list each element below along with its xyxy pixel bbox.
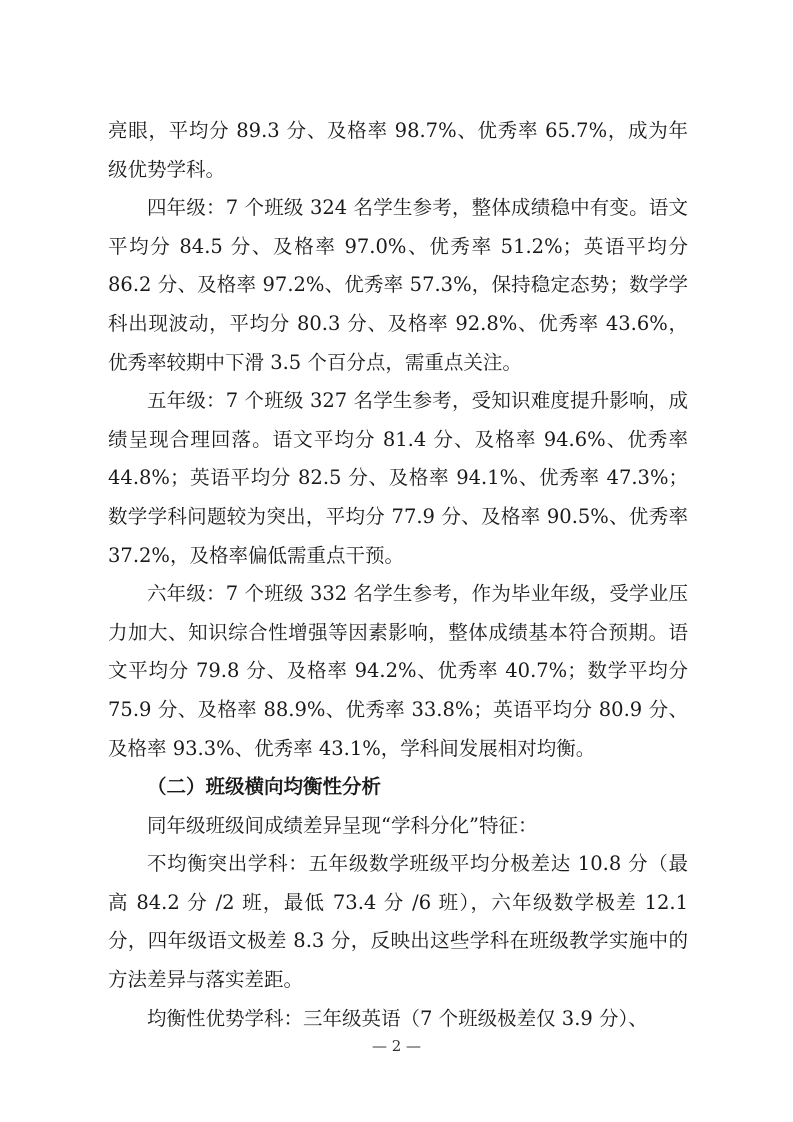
paragraph-grade3-tail: 亮眼，平均分 89.3 分、及格率 98.7%、优秀率 65.7%，成为年级优势学科。	[108, 119, 688, 181]
paragraph-unbalanced-subjects: 不均衡突出学科：五年级数学班级平均分极差达 10.8 分（最高 84.2 分 /2 班，最低 73.4 分 /6 班），六年级数学极差 12.1 分，四年级语文极差 8.3 分，反映出这些学科在班级教学实施中的方法差异与落实差距。	[108, 852, 688, 992]
paragraph-class-differences: 同年级班级间成绩差异呈现“学科分化”特征：	[147, 813, 538, 837]
paragraph-grade6: 六年级：7 个班级 332 名学生参考，作为毕业年级，受学业压力加大、知识综合性增强等因素影响，整体成绩基本符合预期。语文平均分 79.8 分、及格率 94.2%、优秀率 40.7%；数学平均分 75.9 分、及格率 88.9%、优秀率 33.8%；英语平均分 80.9 分、及格率 93.3%、优秀率 43.1%，学科间发展相对均衡。	[108, 582, 688, 760]
paragraph-grade4: 四年级：7 个班级 324 名学生参考，整体成绩稳中有变。语文平均分 84.5 分、及格率 97.0%、优秀率 51.2%；英语平均分 86.2 分、及格率 97.2%、优秀率 57.3%，保持稳定态势；数学学科出现波动，平均分 80.3 分、及格率 92.8%、优秀率 43.6%，优秀率较期中下滑 3.5 个百分点，需重点关注。	[108, 196, 688, 374]
document-body	[108, 112, 688, 1038]
section-heading: （二）班级横向均衡性分析	[147, 775, 382, 799]
page-number: — 2 —	[371, 1037, 422, 1055]
paragraph-balanced-subjects: 均衡性优势学科：三年级英语（7 个班级极差仅 3.9 分）、	[147, 1006, 648, 1030]
paragraph-grade5: 五年级：7 个班级 327 名学生参考，受知识难度提升影响，成绩呈现合理回落。语文平均分 81.4 分、及格率 94.6%、优秀率 44.8%；英语平均分 82.5 分、及格率 94.1%、优秀率 47.3%；数学学科问题较为突出，平均分 77.9 分、及格率 90.5%、优秀率 37.2%，及格率偏低需重点干预。	[108, 389, 688, 567]
